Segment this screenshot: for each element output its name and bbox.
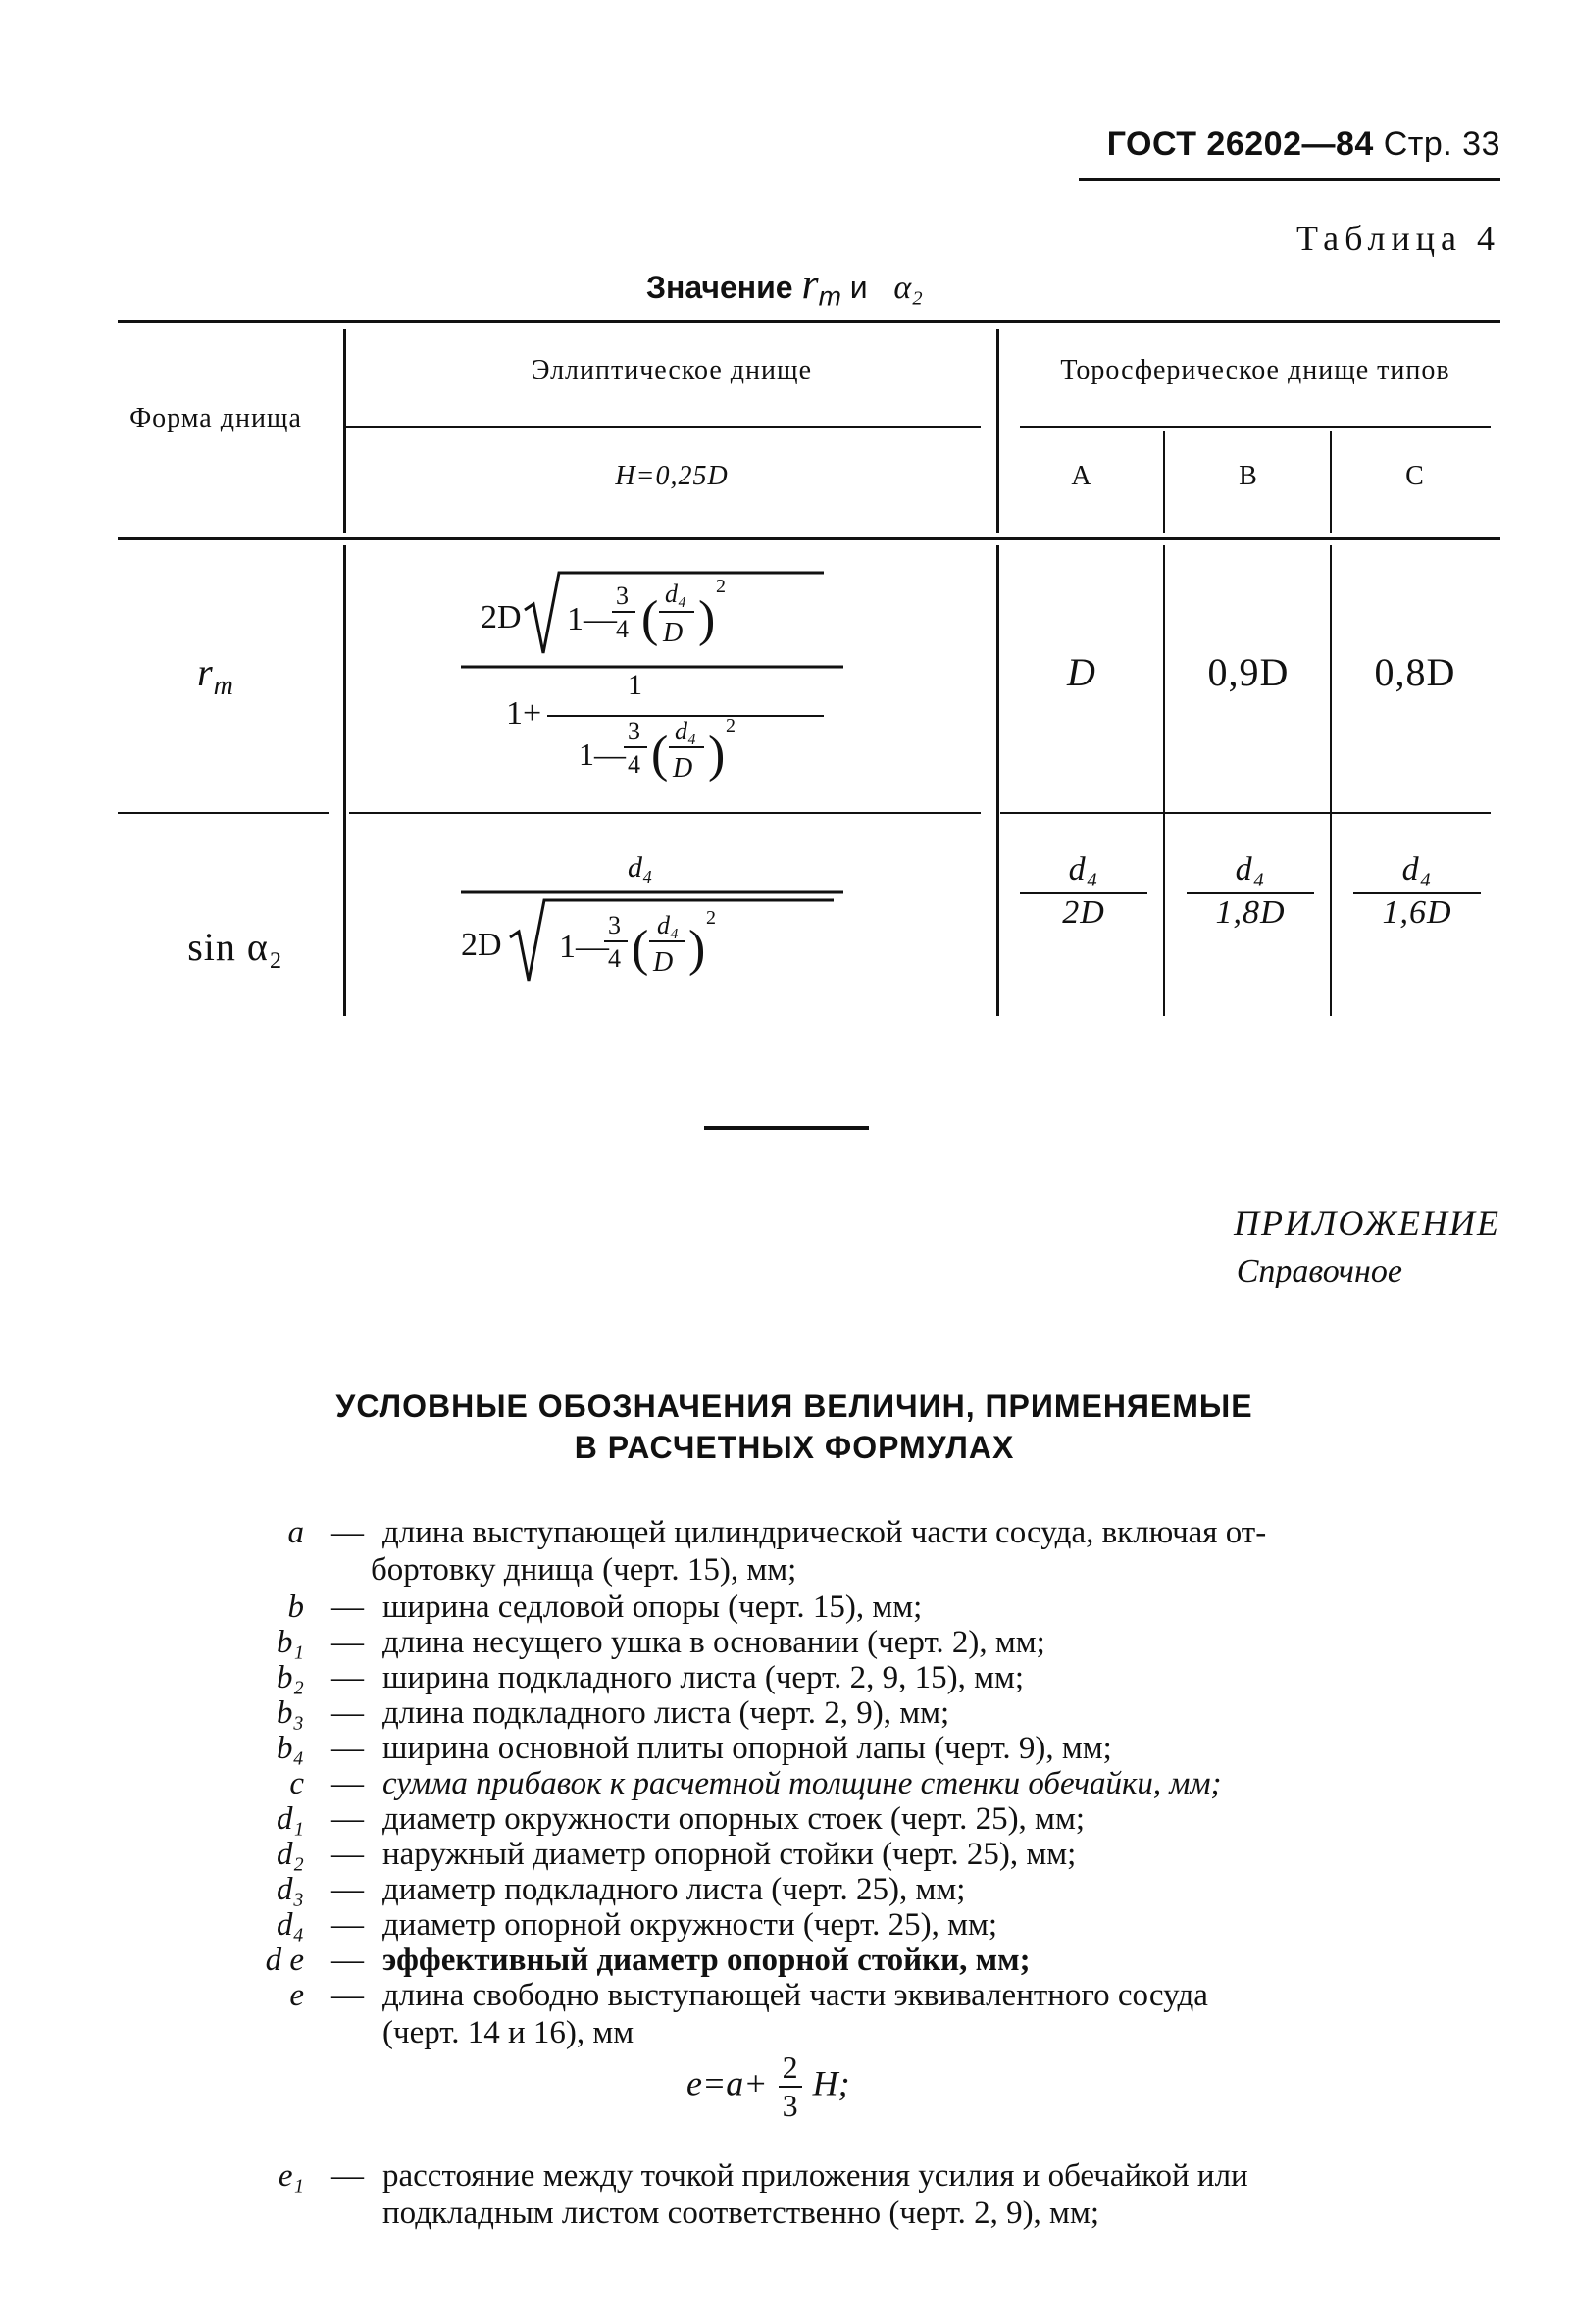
col-header-type-c: C <box>1405 461 1425 491</box>
svg-text:3: 3 <box>608 911 621 939</box>
svg-text:1: 1 <box>628 669 642 701</box>
vline-2-body <box>996 545 999 1016</box>
svg-text:4: 4 <box>616 615 629 643</box>
vline-3-body <box>1163 545 1165 1016</box>
vline-4-body <box>1330 545 1332 1016</box>
svg-text:d₄: d₄ <box>665 580 687 608</box>
formula-e: e=a+ $\frac{2}{3}$ H; <box>686 2049 850 2123</box>
standard-number: ГОСТ 26202—84 <box>1106 126 1374 163</box>
vline-4-head <box>1330 431 1332 533</box>
svg-text:3: 3 <box>616 581 629 610</box>
row-rule-c <box>1000 812 1491 814</box>
svg-text:1+: 1+ <box>506 695 542 732</box>
sin-type-b: d₄ 1,8D <box>1177 851 1324 932</box>
section-heading-line2: В РАСЧЕТНЫХ ФОРМУЛАХ <box>574 1430 1015 1465</box>
svg-text:2: 2 <box>726 715 736 736</box>
svg-text:4: 4 <box>628 750 640 779</box>
page-number: Стр. 33 <box>1383 126 1500 163</box>
rm-type-a: D <box>1067 650 1096 694</box>
svg-text:2: 2 <box>706 907 716 929</box>
col-header-elliptic: Эллиптическое днище <box>531 355 813 385</box>
svg-text:1—: 1— <box>559 929 609 965</box>
rm-type-c: 0,8D <box>1374 650 1456 694</box>
table-header-rule <box>118 537 1500 540</box>
svg-text:3: 3 <box>628 717 640 745</box>
svg-text:1—: 1— <box>579 736 626 772</box>
col-header-type-a: A <box>1071 461 1092 491</box>
table-title: Значение $r_m$ и α₂ <box>646 260 923 312</box>
svg-text:d₄: d₄ <box>628 851 653 884</box>
rm-type-b: 0,9D <box>1207 650 1290 694</box>
svg-text:4: 4 <box>608 944 621 973</box>
elliptic-sub-rule <box>345 426 981 428</box>
svg-text:2D: 2D <box>461 927 502 963</box>
sin-type-a: d₄ 2D <box>1010 851 1157 932</box>
col-header-type-b: B <box>1239 461 1258 491</box>
svg-text:d₄: d₄ <box>675 717 697 745</box>
svg-text:): ) <box>698 591 716 647</box>
svg-text:(: ( <box>632 921 649 977</box>
vline-1-body <box>343 545 346 1016</box>
page-header <box>1079 126 1500 164</box>
elliptic-rm-formula <box>431 559 902 804</box>
svg-text:2D: 2D <box>481 599 522 635</box>
col-header-form: Форма днища <box>129 403 302 433</box>
svg-text:): ) <box>708 727 726 783</box>
svg-text:): ) <box>688 921 706 977</box>
svg-text:d₄: d₄ <box>657 911 680 939</box>
svg-text:D: D <box>673 753 693 783</box>
vline-2-head <box>996 329 999 533</box>
svg-text:(: ( <box>641 591 659 647</box>
col-header-elliptic-sub: H=0,25D <box>615 461 729 491</box>
table-label: Таблица 4 <box>1296 219 1500 258</box>
svg-text:1—: 1— <box>567 601 617 637</box>
appendix-subtitle: Справочное <box>1236 1253 1402 1289</box>
row-rule-b <box>349 812 981 814</box>
svg-text:(: ( <box>651 727 669 783</box>
sin-type-c: d₄ 1,6D <box>1344 851 1491 932</box>
col-header-torosph: Торосферическое днище типов <box>1060 355 1450 385</box>
vline-1-head <box>343 329 346 533</box>
section-separator <box>704 1126 869 1130</box>
appendix-title: ПРИЛОЖЕНИЕ <box>1234 1203 1500 1242</box>
section-heading-line1: УСЛОВНЫЕ ОБОЗНАЧЕНИЯ ВЕЛИЧИН, ПРИМЕНЯЕМЫЕ <box>335 1389 1253 1424</box>
elliptic-sin-formula <box>431 843 902 1010</box>
table-top-rule <box>118 320 1500 323</box>
svg-text:2: 2 <box>716 576 726 597</box>
header-rule <box>1079 178 1500 181</box>
svg-text:D: D <box>653 947 674 978</box>
row-label-sin: sin α₂ <box>187 925 283 969</box>
svg-text:D: D <box>663 618 684 648</box>
vline-3-head <box>1163 431 1165 533</box>
torosph-sub-rule <box>1020 426 1491 428</box>
row-rule-a <box>118 812 329 814</box>
row-label-rm: $r_m$ <box>197 650 234 701</box>
